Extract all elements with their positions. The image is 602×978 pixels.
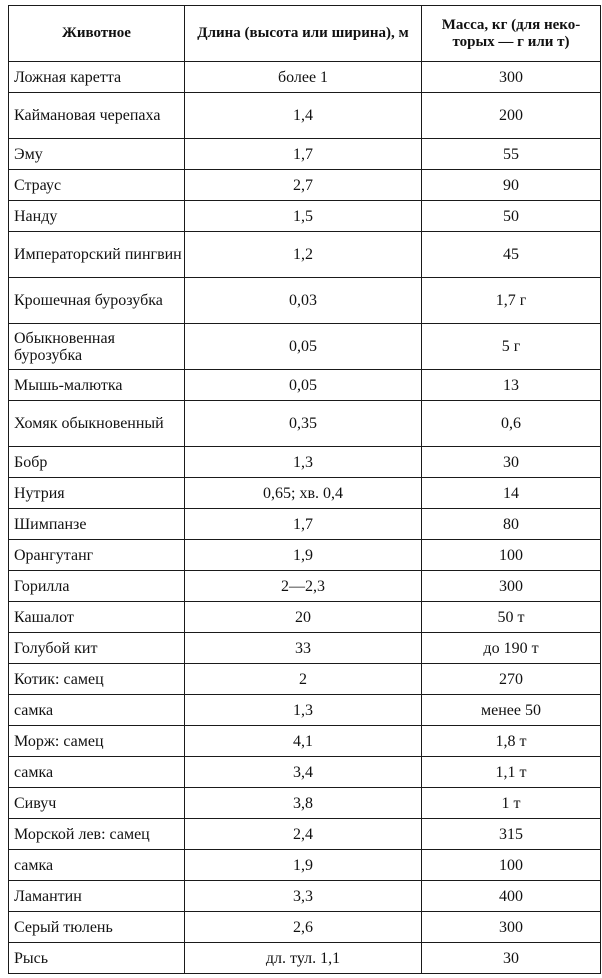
cell-mass: 80 — [422, 509, 601, 540]
animal-size-table — [8, 5, 601, 974]
table-row — [9, 324, 601, 370]
cell-length: 2—2,3 — [185, 571, 422, 602]
cell-mass: 5 г — [422, 324, 601, 370]
table-row — [9, 726, 601, 757]
cell-mass: 0,6 — [422, 401, 601, 447]
cell-mass: 1,1 т — [422, 757, 601, 788]
cell-mass: 300 — [422, 571, 601, 602]
cell-animal: Котик: самец — [9, 664, 185, 695]
cell-mass: 50 — [422, 201, 601, 232]
cell-mass: 1 т — [422, 788, 601, 819]
cell-mass: 30 — [422, 943, 601, 974]
table-row — [9, 93, 601, 139]
cell-length: 1,3 — [185, 695, 422, 726]
cell-mass: менее 50 — [422, 695, 601, 726]
cell-animal: Кашалот — [9, 602, 185, 633]
table-row — [9, 447, 601, 478]
cell-animal: Крошечная бурозубка — [9, 278, 185, 324]
cell-length: 1,3 — [185, 447, 422, 478]
cell-animal: самка — [9, 695, 185, 726]
cell-mass: 90 — [422, 170, 601, 201]
table-row — [9, 478, 601, 509]
cell-mass: 14 — [422, 478, 601, 509]
cell-mass: 55 — [422, 139, 601, 170]
cell-animal: Шимпанзе — [9, 509, 185, 540]
cell-length: дл. тул. 1,1 — [185, 943, 422, 974]
cell-length: 1,9 — [185, 540, 422, 571]
cell-animal: Страус — [9, 170, 185, 201]
cell-length: 2 — [185, 664, 422, 695]
cell-length: 1,5 — [185, 201, 422, 232]
cell-length: 0,03 — [185, 278, 422, 324]
cell-mass: до 190 т — [422, 633, 601, 664]
cell-length: 0,05 — [185, 324, 422, 370]
cell-length: 3,4 — [185, 757, 422, 788]
table-row — [9, 278, 601, 324]
table-row — [9, 62, 601, 93]
cell-animal: Морж: самец — [9, 726, 185, 757]
table-row — [9, 170, 601, 201]
table-row — [9, 912, 601, 943]
cell-length: 3,8 — [185, 788, 422, 819]
table-row — [9, 819, 601, 850]
cell-length: 1,2 — [185, 232, 422, 278]
table-row — [9, 370, 601, 401]
table-row — [9, 850, 601, 881]
cell-mass: 300 — [422, 62, 601, 93]
cell-animal: самка — [9, 850, 185, 881]
table-row — [9, 757, 601, 788]
cell-animal: Императорский пингвин — [9, 232, 185, 278]
table-row — [9, 139, 601, 170]
cell-animal: Каймановая черепаха — [9, 93, 185, 139]
cell-animal: Голубой кит — [9, 633, 185, 664]
cell-length: более 1 — [185, 62, 422, 93]
cell-length: 1,9 — [185, 850, 422, 881]
cell-length: 0,65; хв. 0,4 — [185, 478, 422, 509]
cell-mass: 50 т — [422, 602, 601, 633]
cell-mass: 1,8 т — [422, 726, 601, 757]
table-row — [9, 695, 601, 726]
table-header-row — [9, 6, 601, 62]
cell-length: 3,3 — [185, 881, 422, 912]
cell-animal: Мышь-малютка — [9, 370, 185, 401]
cell-animal: Эму — [9, 139, 185, 170]
cell-length: 20 — [185, 602, 422, 633]
cell-length: 33 — [185, 633, 422, 664]
cell-animal: Серый тюлень — [9, 912, 185, 943]
cell-length: 2,7 — [185, 170, 422, 201]
header-mass: Масса, кг (для неко-торых — г или т) — [422, 6, 601, 62]
cell-length: 1,4 — [185, 93, 422, 139]
table-row — [9, 509, 601, 540]
table-row — [9, 602, 601, 633]
cell-mass: 100 — [422, 540, 601, 571]
table-row — [9, 540, 601, 571]
cell-animal: Орангутанг — [9, 540, 185, 571]
table-row — [9, 633, 601, 664]
cell-length: 0,05 — [185, 370, 422, 401]
cell-animal: Ложная каретта — [9, 62, 185, 93]
cell-animal: Обыкновенная бурозубка — [9, 324, 185, 370]
cell-mass: 45 — [422, 232, 601, 278]
cell-animal: Морской лев: самец — [9, 819, 185, 850]
cell-mass: 270 — [422, 664, 601, 695]
table-row — [9, 943, 601, 974]
cell-length: 1,7 — [185, 139, 422, 170]
cell-animal: Ламантин — [9, 881, 185, 912]
table-row — [9, 201, 601, 232]
cell-animal: Нанду — [9, 201, 185, 232]
cell-animal: Горилла — [9, 571, 185, 602]
table-row — [9, 881, 601, 912]
cell-mass: 1,7 г — [422, 278, 601, 324]
cell-animal: Сивуч — [9, 788, 185, 819]
table-row — [9, 401, 601, 447]
cell-mass: 200 — [422, 93, 601, 139]
cell-length: 2,6 — [185, 912, 422, 943]
table-row — [9, 664, 601, 695]
table-row — [9, 571, 601, 602]
cell-mass: 300 — [422, 912, 601, 943]
header-animal: Животное — [9, 6, 185, 62]
table-row — [9, 232, 601, 278]
cell-mass: 30 — [422, 447, 601, 478]
cell-mass: 400 — [422, 881, 601, 912]
cell-mass: 13 — [422, 370, 601, 401]
cell-length: 0,35 — [185, 401, 422, 447]
cell-animal: самка — [9, 757, 185, 788]
cell-length: 2,4 — [185, 819, 422, 850]
cell-animal: Рысь — [9, 943, 185, 974]
cell-animal: Нутрия — [9, 478, 185, 509]
table-row — [9, 788, 601, 819]
header-length: Длина (высота или ширина), м — [185, 6, 422, 62]
cell-animal: Бобр — [9, 447, 185, 478]
cell-animal: Хомяк обыкновенный — [9, 401, 185, 447]
cell-mass: 100 — [422, 850, 601, 881]
cell-mass: 315 — [422, 819, 601, 850]
cell-length: 1,7 — [185, 509, 422, 540]
cell-length: 4,1 — [185, 726, 422, 757]
